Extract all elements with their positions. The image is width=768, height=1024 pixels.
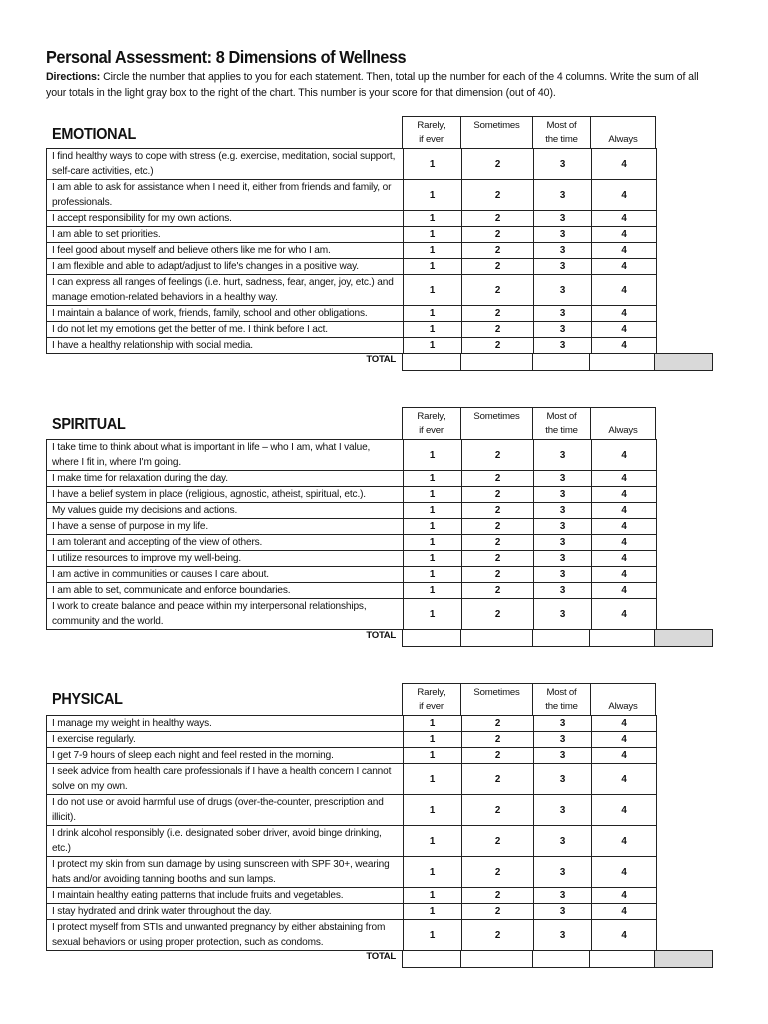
score-option-3[interactable]: 3: [534, 440, 592, 471]
statement-table: [46, 148, 657, 354]
score-option-2[interactable]: 2: [462, 764, 534, 795]
score-option-1[interactable]: 1: [404, 503, 462, 519]
score-option-4[interactable]: 4: [592, 732, 657, 748]
column-sometimes-line1: Sometimes: [473, 687, 520, 698]
score-option-2[interactable]: 2: [462, 599, 534, 630]
column-always-line2: Always: [608, 134, 638, 145]
dimension-score-box[interactable]: [655, 354, 713, 371]
score-option-1[interactable]: 1: [404, 795, 462, 826]
statement-row: [47, 519, 657, 535]
score-option-2[interactable]: 2: [462, 535, 534, 551]
statement-row: [47, 904, 657, 920]
score-option-2[interactable]: 2: [462, 259, 534, 275]
directions-text: [46, 69, 714, 101]
score-option-2[interactable]: 2: [462, 716, 534, 732]
score-option-2[interactable]: 2: [462, 322, 534, 338]
score-option-1[interactable]: 1: [404, 764, 462, 795]
score-option-2[interactable]: 2: [462, 857, 534, 888]
column-rarely-line2: if ever: [419, 701, 444, 712]
section-title: SPIRITUAL: [52, 416, 126, 433]
score-option-1[interactable]: 1: [404, 275, 462, 306]
statement-text: I maintain healthy eating patterns that include fruits and vegetables.: [47, 888, 404, 904]
score-option-1[interactable]: 1: [404, 583, 462, 599]
score-option-4[interactable]: 4: [592, 764, 657, 795]
total-cells-row: [403, 354, 713, 371]
total-cells: [402, 353, 713, 371]
score-option-4[interactable]: 4: [592, 535, 657, 551]
statement-row: [47, 567, 657, 583]
score-option-3[interactable]: 3: [534, 211, 592, 227]
column-header-row: [403, 408, 656, 440]
statement-text: I make time for relaxation during the day.: [47, 471, 404, 487]
statement-text: I maintain a balance of work, friends, family, school and other obligations.: [47, 306, 404, 322]
column-rarely: [403, 117, 461, 149]
statement-text: I utilize resources to improve my well-being.: [47, 551, 404, 567]
statement-text: I manage my weight in healthy ways.: [47, 716, 404, 732]
column-most-of-the-time-line1: Most of: [546, 411, 577, 422]
score-option-4[interactable]: 4: [592, 243, 657, 259]
total-input-col-3[interactable]: [532, 951, 590, 968]
column-sometimes: [461, 684, 533, 716]
score-option-1[interactable]: 1: [404, 306, 462, 322]
total-input-col-4[interactable]: [590, 951, 655, 968]
total-row: [46, 629, 713, 646]
column-most-of-the-time: [533, 408, 591, 440]
column-sometimes-line1: Sometimes: [473, 411, 520, 422]
score-option-1[interactable]: 1: [404, 471, 462, 487]
column-most-of-the-time-line2: the time: [545, 134, 578, 145]
statement-text: I am able to set priorities.: [47, 227, 404, 243]
statement-text: I protect my skin from sun damage by using sunscreen with SPF 30+, wearing hats and/or avoiding tanning booths and sun lamps.: [47, 857, 404, 888]
score-option-2[interactable]: 2: [462, 567, 534, 583]
score-option-1[interactable]: 1: [404, 748, 462, 764]
column-most-of-the-time-line1: Most of: [546, 687, 577, 698]
column-most-of-the-time-line2: the time: [545, 701, 578, 712]
score-option-4[interactable]: 4: [592, 227, 657, 243]
statement-text: I get 7-9 hours of sleep each night and feel rested in the morning.: [47, 748, 404, 764]
score-option-3[interactable]: 3: [534, 599, 592, 630]
total-label: TOTAL: [366, 951, 396, 962]
column-most-of-the-time-line2: the time: [545, 425, 578, 436]
score-option-1[interactable]: 1: [404, 857, 462, 888]
column-header-row: [403, 117, 656, 149]
column-sometimes-line1: Sometimes: [473, 120, 520, 131]
statement-text: I am able to set, communicate and enforce boundaries.: [47, 583, 404, 599]
score-option-4[interactable]: 4: [592, 857, 657, 888]
dimension-score-box[interactable]: [655, 630, 713, 647]
score-option-2[interactable]: 2: [462, 732, 534, 748]
statement-row: [47, 748, 657, 764]
statement-row: [47, 338, 657, 354]
score-option-3[interactable]: 3: [534, 503, 592, 519]
score-option-4[interactable]: 4: [592, 920, 657, 951]
total-input-col-4[interactable]: [590, 354, 655, 371]
score-option-4[interactable]: 4: [592, 599, 657, 630]
score-option-3[interactable]: 3: [534, 716, 592, 732]
score-option-3[interactable]: 3: [534, 826, 592, 857]
section-physical: [46, 683, 713, 967]
column-rarely: [403, 684, 461, 716]
statement-row: [47, 180, 657, 211]
statement-text: I take time to think about what is important in life – who I am, what I value, where I fit in, where I'm going.: [47, 440, 404, 471]
statement-text: I work to create balance and peace within my interpersonal relationships, community and the world.: [47, 599, 404, 630]
score-option-4[interactable]: 4: [592, 275, 657, 306]
score-option-3[interactable]: 3: [534, 338, 592, 354]
total-row: [46, 353, 713, 370]
column-sometimes: [461, 408, 533, 440]
statement-row: [47, 227, 657, 243]
column-rarely-line2: if ever: [419, 425, 444, 436]
column-always-line1: [591, 686, 655, 700]
column-most-of-the-time: [533, 117, 591, 149]
column-headers: [402, 407, 656, 440]
score-option-4[interactable]: 4: [592, 551, 657, 567]
score-option-2[interactable]: 2: [462, 275, 534, 306]
column-rarely-line1: Rarely,: [417, 687, 446, 698]
total-input-col-2[interactable]: [460, 951, 532, 968]
statement-row: [47, 149, 657, 180]
score-option-1[interactable]: 1: [404, 888, 462, 904]
statement-row: [47, 503, 657, 519]
total-input-col-1[interactable]: [403, 630, 461, 647]
section-emotional: [46, 116, 713, 370]
statement-text: I protect myself from STIs and unwanted pregnancy by either abstaining from sexual behaviors or using proper protection, such as condoms.: [47, 920, 404, 951]
statement-row: [47, 716, 657, 732]
score-option-2[interactable]: 2: [462, 920, 534, 951]
score-option-2[interactable]: 2: [462, 888, 534, 904]
statement-table: [46, 439, 657, 630]
score-option-3[interactable]: 3: [534, 306, 592, 322]
section-spiritual: [46, 407, 713, 646]
score-option-1[interactable]: 1: [404, 149, 462, 180]
statement-text: I find healthy ways to cope with stress (e.g. exercise, meditation, social support, self-care activities, etc.): [47, 149, 404, 180]
score-option-4[interactable]: 4: [592, 888, 657, 904]
score-option-4[interactable]: 4: [592, 795, 657, 826]
score-option-3[interactable]: 3: [534, 748, 592, 764]
statement-row: [47, 732, 657, 748]
score-option-3[interactable]: 3: [534, 180, 592, 211]
section-title: PHYSICAL: [52, 691, 123, 708]
column-always-line2: Always: [608, 701, 638, 712]
statement-row: [47, 211, 657, 227]
score-option-3[interactable]: 3: [534, 888, 592, 904]
score-option-4[interactable]: 4: [592, 180, 657, 211]
total-input-col-3[interactable]: [532, 630, 590, 647]
score-option-3[interactable]: 3: [534, 149, 592, 180]
statement-text: I accept responsibility for my own actions.: [47, 211, 404, 227]
total-cells-row: [403, 951, 713, 968]
score-option-4[interactable]: 4: [592, 583, 657, 599]
score-option-3[interactable]: 3: [534, 243, 592, 259]
score-option-2[interactable]: 2: [462, 180, 534, 211]
statement-text: I am tolerant and accepting of the view of others.: [47, 535, 404, 551]
score-option-3[interactable]: 3: [534, 795, 592, 826]
score-option-2[interactable]: 2: [462, 795, 534, 826]
dimension-score-box[interactable]: [655, 951, 713, 968]
column-always: [591, 408, 656, 440]
score-option-1[interactable]: 1: [404, 519, 462, 535]
score-option-1[interactable]: 1: [404, 716, 462, 732]
statement-row: [47, 440, 657, 471]
score-option-2[interactable]: 2: [462, 306, 534, 322]
column-most-of-the-time: [533, 684, 591, 716]
score-option-1[interactable]: 1: [404, 920, 462, 951]
statement-row: [47, 826, 657, 857]
score-option-3[interactable]: 3: [534, 857, 592, 888]
statement-text: I stay hydrated and drink water throughout the day.: [47, 904, 404, 920]
column-always-line2: Always: [608, 425, 638, 436]
score-option-2[interactable]: 2: [462, 583, 534, 599]
statement-text: I have a belief system in place (religious, agnostic, atheist, spiritual, etc.).: [47, 487, 404, 503]
score-option-2[interactable]: 2: [462, 227, 534, 243]
score-option-1[interactable]: 1: [404, 180, 462, 211]
statement-text: My values guide my decisions and actions.: [47, 503, 404, 519]
score-option-1[interactable]: 1: [404, 535, 462, 551]
column-sometimes: [461, 117, 533, 149]
score-option-1[interactable]: 1: [404, 322, 462, 338]
score-option-2[interactable]: 2: [462, 826, 534, 857]
total-input-col-2[interactable]: [460, 354, 532, 371]
score-option-4[interactable]: 4: [592, 338, 657, 354]
score-option-3[interactable]: 3: [534, 259, 592, 275]
score-option-4[interactable]: 4: [592, 904, 657, 920]
score-option-1[interactable]: 1: [404, 259, 462, 275]
directions-body: Circle the number that applies to you for each statement. Then, total up the number for each of the 4 columns. Write the sum of all your totals in the light gray box to the right of the chart. This number is your score for that dimension (out of 40).: [46, 71, 699, 99]
score-option-2[interactable]: 2: [462, 471, 534, 487]
score-option-1[interactable]: 1: [404, 487, 462, 503]
score-option-4[interactable]: 4: [592, 440, 657, 471]
score-option-3[interactable]: 3: [534, 583, 592, 599]
score-option-3[interactable]: 3: [534, 227, 592, 243]
statement-text: I am able to ask for assistance when I need it, either from friends and family, or professionals.: [47, 180, 404, 211]
statement-row: [47, 857, 657, 888]
total-cells-row: [403, 630, 713, 647]
statement-row: [47, 795, 657, 826]
score-option-1[interactable]: 1: [404, 732, 462, 748]
page-title: Personal Assessment: 8 Dimensions of Wellness: [46, 47, 407, 67]
statement-row: [47, 322, 657, 338]
score-option-4[interactable]: 4: [592, 519, 657, 535]
score-option-3[interactable]: 3: [534, 551, 592, 567]
column-rarely: [403, 408, 461, 440]
score-option-2[interactable]: 2: [462, 440, 534, 471]
statement-row: [47, 888, 657, 904]
statement-text: I can express all ranges of feelings (i.e. hurt, sadness, fear, anger, joy, etc.) and manage emotion-related behaviors in a healthy way.: [47, 275, 404, 306]
score-option-3[interactable]: 3: [534, 567, 592, 583]
score-option-3[interactable]: 3: [534, 904, 592, 920]
statement-row: [47, 920, 657, 951]
statement-row: [47, 764, 657, 795]
statement-text: I feel good about myself and believe others like me for who I am.: [47, 243, 404, 259]
statement-table: [46, 715, 657, 951]
score-option-4[interactable]: 4: [592, 259, 657, 275]
score-option-1[interactable]: 1: [404, 211, 462, 227]
score-option-3[interactable]: 3: [534, 519, 592, 535]
column-most-of-the-time-line1: Most of: [546, 120, 577, 131]
score-option-2[interactable]: 2: [462, 503, 534, 519]
score-option-1[interactable]: 1: [404, 826, 462, 857]
score-option-1[interactable]: 1: [404, 567, 462, 583]
statement-row: [47, 259, 657, 275]
score-option-1[interactable]: 1: [404, 440, 462, 471]
statement-row: [47, 583, 657, 599]
column-always: [591, 684, 656, 716]
statement-row: [47, 306, 657, 322]
statement-text: I have a sense of purpose in my life.: [47, 519, 404, 535]
section-title: EMOTIONAL: [52, 126, 136, 143]
score-option-3[interactable]: 3: [534, 487, 592, 503]
score-option-4[interactable]: 4: [592, 567, 657, 583]
score-option-2[interactable]: 2: [462, 519, 534, 535]
score-option-1[interactable]: 1: [404, 551, 462, 567]
score-option-1[interactable]: 1: [404, 227, 462, 243]
score-option-1[interactable]: 1: [404, 599, 462, 630]
score-option-2[interactable]: 2: [462, 551, 534, 567]
score-option-3[interactable]: 3: [534, 535, 592, 551]
statement-text: I exercise regularly.: [47, 732, 404, 748]
score-option-3[interactable]: 3: [534, 764, 592, 795]
score-option-2[interactable]: 2: [462, 338, 534, 354]
statement-text: I do not use or avoid harmful use of drugs (over-the-counter, prescription and illicit).: [47, 795, 404, 826]
score-option-4[interactable]: 4: [592, 471, 657, 487]
statement-row: [47, 535, 657, 551]
score-option-3[interactable]: 3: [534, 732, 592, 748]
score-option-4[interactable]: 4: [592, 716, 657, 732]
score-option-3[interactable]: 3: [534, 471, 592, 487]
statement-text: I drink alcohol responsibly (i.e. designated sober driver, avoid binge drinking, etc.): [47, 826, 404, 857]
score-option-2[interactable]: 2: [462, 748, 534, 764]
statement-row: [47, 275, 657, 306]
directions-label: Directions:: [46, 71, 101, 83]
statement-row: [47, 551, 657, 567]
score-option-4[interactable]: 4: [592, 503, 657, 519]
score-option-3[interactable]: 3: [534, 920, 592, 951]
column-header-row: [403, 684, 656, 716]
score-option-1[interactable]: 1: [404, 338, 462, 354]
statement-row: [47, 487, 657, 503]
statement-text: I do not let my emotions get the better of me. I think before I act.: [47, 322, 404, 338]
statement-text: I am active in communities or causes I care about.: [47, 567, 404, 583]
total-input-col-1[interactable]: [403, 951, 461, 968]
column-always: [591, 117, 656, 149]
score-option-4[interactable]: 4: [592, 211, 657, 227]
statement-text: I have a healthy relationship with social media.: [47, 338, 404, 354]
column-rarely-line1: Rarely,: [417, 120, 446, 131]
statement-text: I seek advice from health care professionals if I have a health concern I cannot solve on my own.: [47, 764, 404, 795]
column-rarely-line1: Rarely,: [417, 411, 446, 422]
score-option-3[interactable]: 3: [534, 322, 592, 338]
column-rarely-line2: if ever: [419, 134, 444, 145]
total-input-col-1[interactable]: [403, 354, 461, 371]
total-input-col-2[interactable]: [460, 630, 532, 647]
column-always-line1: [591, 119, 655, 133]
total-cells: [402, 629, 713, 647]
score-option-4[interactable]: 4: [592, 487, 657, 503]
total-input-col-4[interactable]: [590, 630, 655, 647]
column-headers: [402, 683, 656, 716]
total-cells: [402, 950, 713, 968]
total-label: TOTAL: [366, 354, 396, 365]
total-input-col-3[interactable]: [532, 354, 590, 371]
column-headers: [402, 116, 656, 149]
total-label: TOTAL: [366, 630, 396, 641]
score-option-1[interactable]: 1: [404, 243, 462, 259]
statement-text: I am flexible and able to adapt/adjust to life's changes in a positive way.: [47, 259, 404, 275]
score-option-4[interactable]: 4: [592, 149, 657, 180]
column-always-line1: [591, 410, 655, 424]
score-option-4[interactable]: 4: [592, 748, 657, 764]
statement-row: [47, 599, 657, 630]
statement-row: [47, 243, 657, 259]
score-option-3[interactable]: 3: [534, 275, 592, 306]
score-option-4[interactable]: 4: [592, 826, 657, 857]
score-option-2[interactable]: 2: [462, 487, 534, 503]
score-option-1[interactable]: 1: [404, 904, 462, 920]
score-option-2[interactable]: 2: [462, 149, 534, 180]
score-option-2[interactable]: 2: [462, 211, 534, 227]
score-option-2[interactable]: 2: [462, 904, 534, 920]
score-option-4[interactable]: 4: [592, 306, 657, 322]
statement-row: [47, 471, 657, 487]
score-option-4[interactable]: 4: [592, 322, 657, 338]
score-option-2[interactable]: 2: [462, 243, 534, 259]
total-row: [46, 950, 713, 967]
